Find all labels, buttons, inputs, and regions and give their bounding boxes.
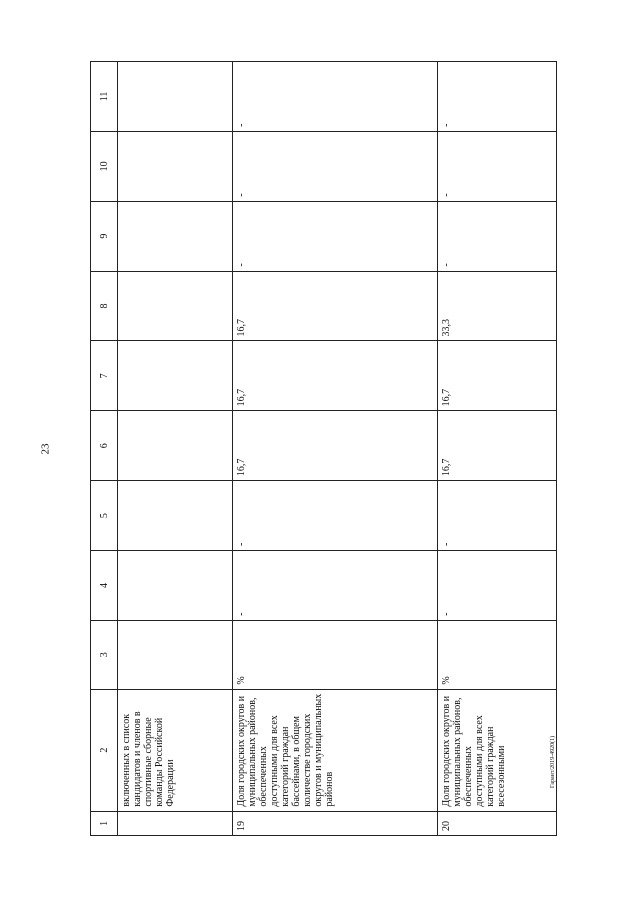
indicators-table	[90, 61, 557, 836]
col-header-3: 3	[91, 620, 118, 689]
col-header-10: 10	[91, 131, 118, 201]
value-cell-6: 16,7	[438, 411, 557, 481]
page-number: 23	[39, 443, 52, 455]
value-cell-4: -	[438, 551, 557, 621]
unit-cell: %	[438, 620, 557, 689]
value-cell-5	[118, 481, 233, 551]
header-row	[91, 62, 118, 836]
col-header-5: 5	[91, 481, 118, 551]
value-cell-9: -	[438, 201, 557, 271]
col-header-7: 7	[91, 341, 118, 411]
value-cell-10: -	[438, 131, 557, 201]
value-cell-9: -	[233, 201, 438, 271]
indicator-name: Доля городских округов и муниципальных районов, обеспеченных доступными для всех категорий граждан всесезонными	[438, 689, 557, 811]
value-cell-7: 16,7	[438, 341, 557, 411]
value-cell-11: -	[438, 62, 557, 132]
row-number	[118, 811, 233, 835]
value-cell-4	[118, 551, 233, 621]
col-header-1: 1	[91, 811, 118, 835]
value-cell-9	[118, 201, 233, 271]
indicator-name: Доля городских округов и муниципальных районов, обеспеченных доступными для всех категорий граждан бассейнами, в общем количестве городских округов и муниципальных районов	[233, 689, 438, 811]
table-row	[118, 62, 233, 836]
row-number: 19	[233, 811, 438, 835]
col-header-9: 9	[91, 201, 118, 271]
value-cell-10: -	[233, 131, 438, 201]
table-row	[438, 62, 557, 836]
col-header-6: 6	[91, 411, 118, 481]
col-header-11: 11	[91, 62, 118, 132]
col-header-4: 4	[91, 551, 118, 621]
value-cell-5: -	[233, 481, 438, 551]
value-cell-7: 16,7	[233, 341, 438, 411]
value-cell-11: -	[233, 62, 438, 132]
value-cell-4: -	[233, 551, 438, 621]
value-cell-6: 16,7	[233, 411, 438, 481]
value-cell-10	[118, 131, 233, 201]
indicator-name: включенных в список кандидатов и членов в спортивные сборные команды Российской Федерации	[118, 689, 233, 811]
value-cell-11	[118, 62, 233, 132]
value-cell-8	[118, 271, 233, 341]
value-cell-7	[118, 341, 233, 411]
indicators-table-container	[90, 61, 557, 836]
value-cell-8: 33,3	[438, 271, 557, 341]
value-cell-5: -	[438, 481, 557, 551]
unit-cell	[118, 620, 233, 689]
value-cell-6	[118, 411, 233, 481]
unit-cell: %	[233, 620, 438, 689]
table-row	[233, 62, 438, 836]
col-header-8: 8	[91, 271, 118, 341]
col-header-2: 2	[91, 689, 118, 811]
document-id: Гарант/2019-4920(1)	[550, 735, 556, 788]
row-number: 20	[438, 811, 557, 835]
value-cell-8: 16,7	[233, 271, 438, 341]
